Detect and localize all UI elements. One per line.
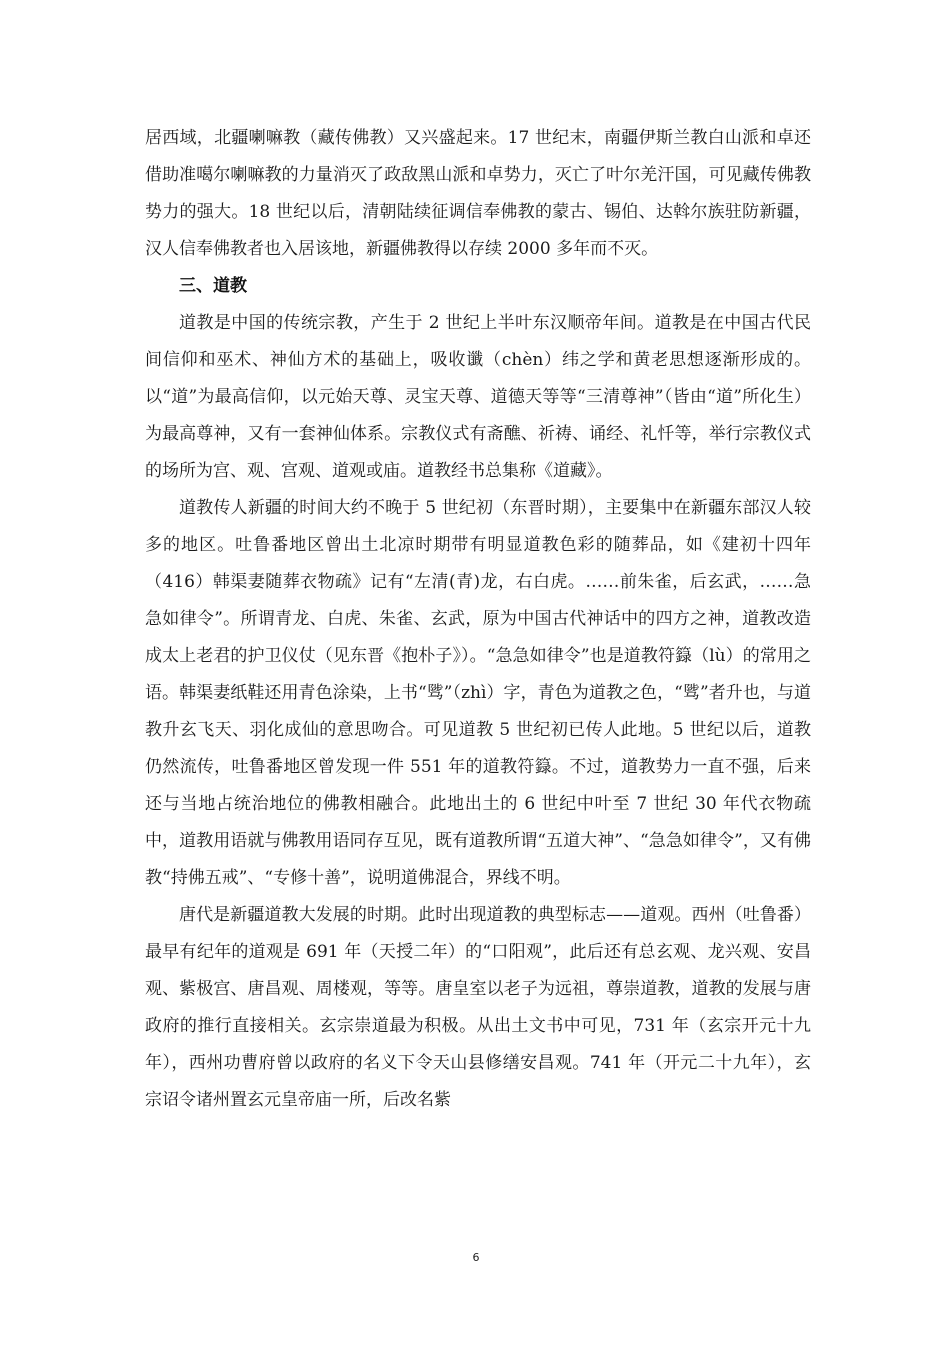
- document-body: [145, 120, 811, 1119]
- paragraph-continuation: 居西域，北疆喇嘛教（藏传佛教）又兴盛起来。17 世纪末，南疆伊斯兰教白山派和卓还借助准噶尔喇嘛教的力量消灭了政敌黑山派和卓势力，灭亡了叶尔羌汗国，可见藏传佛教势力的强大。18 世纪以后，清朝陆续征调信奉佛教的蒙古、锡伯、达斡尔族驻防新疆，汉人信奉佛教者也入居该地，新疆佛教得以存续 2000 多年而不灭。: [145, 128, 811, 259]
- section-heading: 三、道教: [179, 276, 247, 296]
- paragraph: 唐代是新疆道教大发展的时期。此时出现道教的典型标志——道观。西州（吐鲁番）最早有纪年的道观是 691 年（天授二年）的“口阳观”，此后还有总玄观、龙兴观、安昌观、紫极宫、唐昌观、周楼观，等等。唐皇室以老子为远祖，尊崇道教，道教的发展与唐政府的推行直接相关。玄宗崇道最为积极。从出土文书中可见，731 年（玄宗开元十九年），西州功曹府曾以政府的名义下令天山县修缮安昌观。741 年（开元二十九年），玄宗诏令诸州置玄元皇帝庙一所，后改名紫: [145, 905, 811, 1110]
- paragraph: 道教是中国的传统宗教，产生于 2 世纪上半叶东汉顺帝年间。道教是在中国古代民间信仰和巫术、神仙方术的基础上，吸收谶（chèn）纬之学和黄老思想逐渐形成的。以“道”为最高信仰，以元始天尊、灵宝天尊、道德天等等“三清尊神”（皆由“道”所化生）为最高尊神，又有一套神仙体系。宗教仪式有斋醮、祈祷、诵经、礼忏等，举行宗教仪式的场所为宫、观、宫观、道观或庙。道教经书总集称《道藏》。: [145, 313, 811, 481]
- page-number: 6: [472, 1251, 480, 1264]
- paragraph: 道教传人新疆的时间大约不晚于 5 世纪初（东晋时期），主要集中在新疆东部汉人较多的地区。吐鲁番地区曾出土北凉时期带有明显道教色彩的随葬品，如《建初十四年（416）韩渠妻随葬衣物疏》记有“左清(青)龙，右白虎。……前朱雀，后玄武，……急急如律令”。所谓青龙、白虎、朱雀、玄武，原为中国古代神话中的四方之神，道教改造成太上老君的护卫仪仗（见东晋《抱朴子》）。“急急如律令”也是道教符籙（lù）的常用之语。韩渠妻纸鞋还用青色涂染，上书“骘”（zhì）字，青色为道教之色，“骘”者升也，与道教升玄飞天、羽化成仙的意思吻合。可见道教 5 世纪初已传人此地。5 世纪以后，道教仍然流传，吐鲁番地区曾发现一件 551 年的道教符籙。不过，道教势力一直不强，后来还与当地占统治地位的佛教相融合。此地出土的 6 世纪中叶至 7 世纪 30 年代衣物疏中，道教用语就与佛教用语同存互见，既有道教所谓“五道大神”、“急急如律令”，又有佛教“持佛五戒”、“专修十善”，说明道佛混合，界线不明。: [145, 498, 811, 888]
